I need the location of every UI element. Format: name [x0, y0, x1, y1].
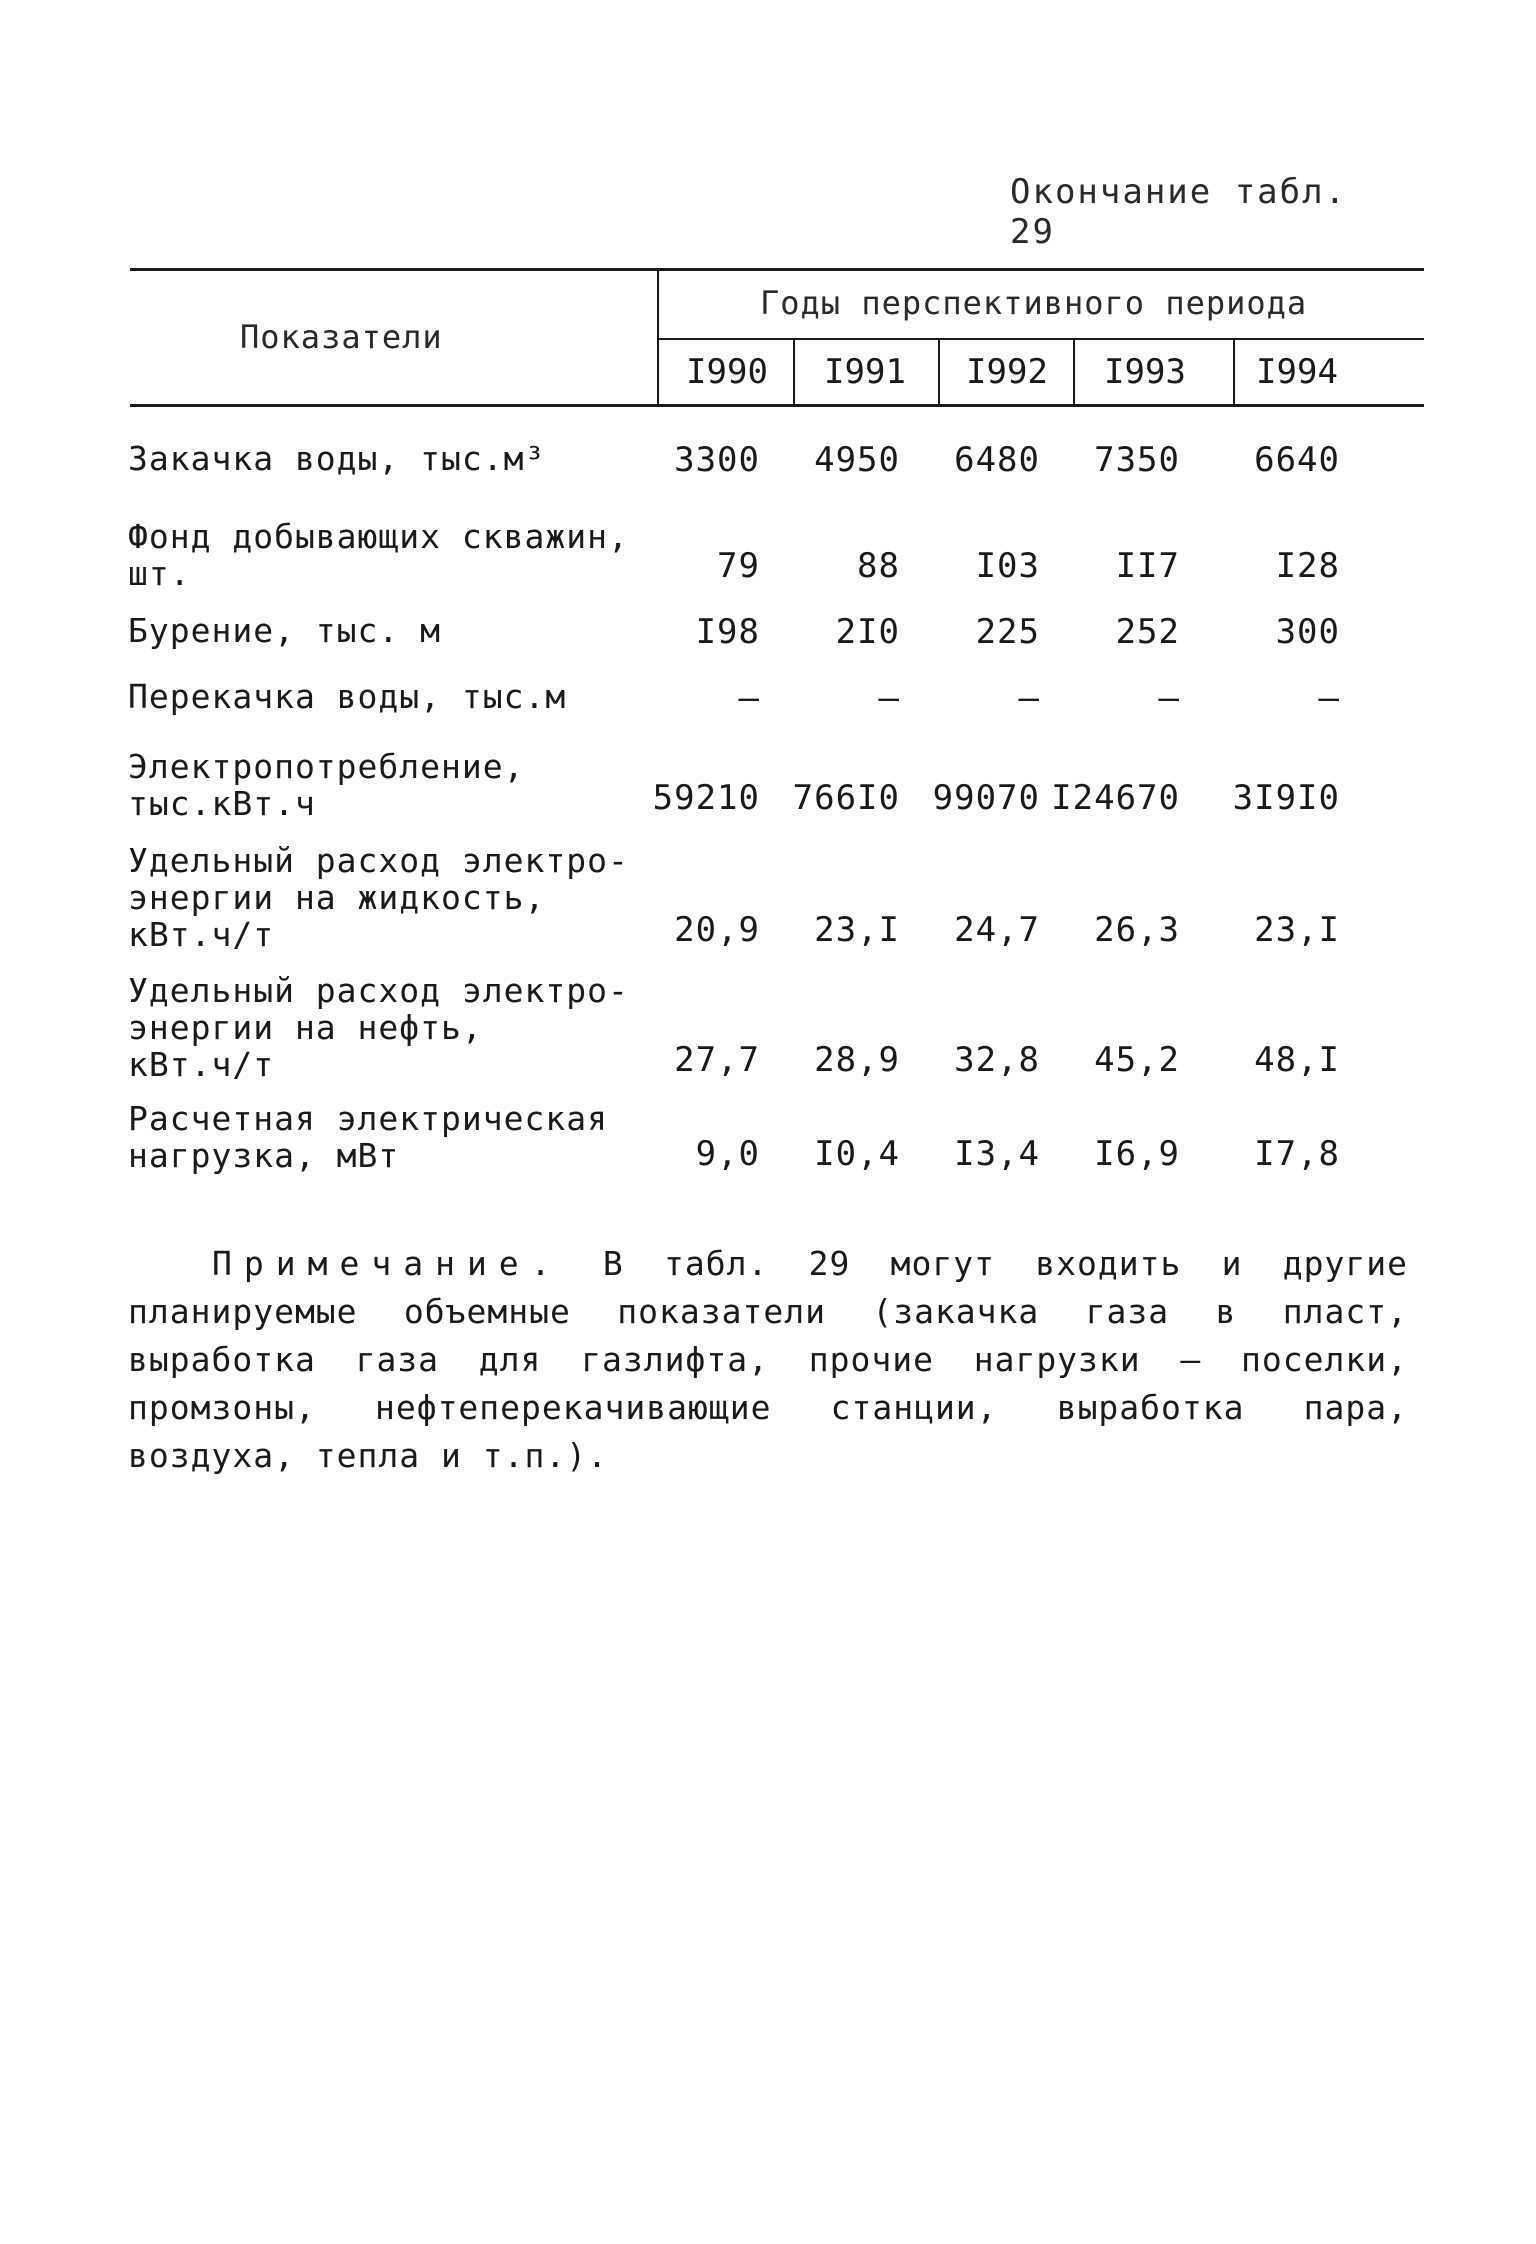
cell-1992: 24,7 — [954, 910, 1040, 950]
cell-1990: 9,0 — [695, 1134, 760, 1174]
header-vertical-rule-1 — [793, 338, 795, 406]
row-label: Бурение, тыс. м — [128, 611, 442, 650]
cell-1993: I24670 — [1051, 778, 1180, 818]
row-label: Расчетная электрическая нагрузка, мВт — [128, 1099, 608, 1175]
indicator-header: Показатели — [240, 318, 443, 356]
table-top-rule — [130, 268, 1424, 271]
row-label: Закачка воды, тыс.м³ — [128, 439, 546, 478]
cell-1994: 300 — [1275, 612, 1340, 652]
table-note — [128, 1240, 1408, 1480]
table-caption: Окончание табл. 29 — [1010, 172, 1348, 252]
cell-1990: 27,7 — [674, 1040, 760, 1080]
cell-1991: 88 — [857, 546, 900, 586]
cell-1991: – — [878, 678, 900, 718]
row-label: Удельный расход электро- энергии на жидкость, кВт.ч/т — [128, 841, 629, 954]
cell-1990: – — [738, 678, 760, 718]
cell-1990: 59210 — [652, 778, 760, 818]
cell-1994: – — [1318, 678, 1340, 718]
cell-1991: I0,4 — [814, 1134, 900, 1174]
cell-1991: 28,9 — [814, 1040, 900, 1080]
cell-1991: 2I0 — [835, 612, 900, 652]
note-heading: Примечание. — [212, 1244, 563, 1283]
cell-1992: – — [1018, 678, 1040, 718]
row-label: Перекачка воды, тыс.м — [128, 677, 567, 716]
year-header-1990: I990 — [686, 352, 768, 392]
year-header-1994: I994 — [1256, 352, 1338, 392]
cell-1990: 79 — [717, 546, 760, 586]
cell-1992: I3,4 — [954, 1134, 1040, 1174]
cell-1992: 225 — [975, 612, 1040, 652]
row-label: Фонд добывающих скважин, шт. — [128, 517, 629, 593]
cell-1994: 48,I — [1254, 1040, 1340, 1080]
header-vertical-rule-3 — [1073, 338, 1075, 406]
cell-1994: 6640 — [1254, 440, 1340, 480]
cell-1992: I03 — [975, 546, 1040, 586]
note-text: В табл. 29 могут входить и другие планируемые объемные показатели (закачка газа в пласт, выработка газа для газлифта, прочие нагрузки – поселки, промзоны, нефтеперекачивающие станции, выработка пара, воздуха, тепла и т.п.). — [128, 1244, 1408, 1475]
cell-1993: 7350 — [1094, 440, 1180, 480]
period-header: Годы перспективного периода — [760, 284, 1308, 322]
cell-1993: I6,9 — [1094, 1134, 1180, 1174]
cell-1994: 3I9I0 — [1232, 778, 1340, 818]
cell-1991: 23,I — [814, 910, 900, 950]
cell-1990: 20,9 — [674, 910, 760, 950]
cell-1994: I7,8 — [1254, 1134, 1340, 1174]
header-bottom-rule — [130, 404, 1424, 407]
year-header-1993: I993 — [1104, 352, 1186, 392]
cell-1994: 23,I — [1254, 910, 1340, 950]
cell-1994: I28 — [1275, 546, 1340, 586]
header-divider-rule — [658, 338, 1424, 340]
year-header-1991: I991 — [824, 352, 906, 392]
row-label: Электропотребление, тыс.кВт.ч — [128, 747, 525, 823]
cell-1992: 6480 — [954, 440, 1040, 480]
cell-1991: 766I0 — [792, 778, 900, 818]
cell-1993: 26,3 — [1094, 910, 1180, 950]
cell-1993: II7 — [1115, 546, 1180, 586]
cell-1990: I98 — [695, 612, 760, 652]
header-vertical-rule-main — [657, 268, 659, 406]
cell-1992: 32,8 — [954, 1040, 1040, 1080]
header-vertical-rule-2 — [938, 338, 940, 406]
cell-1992: 99070 — [932, 778, 1040, 818]
cell-1991: 4950 — [814, 440, 900, 480]
row-label: Удельный расход электро- энергии на нефть, кВт.ч/т — [128, 971, 629, 1084]
cell-1993: 252 — [1115, 612, 1180, 652]
year-header-1992: I992 — [966, 352, 1048, 392]
cell-1993: – — [1158, 678, 1180, 718]
cell-1990: 3300 — [674, 440, 760, 480]
cell-1993: 45,2 — [1094, 1040, 1180, 1080]
